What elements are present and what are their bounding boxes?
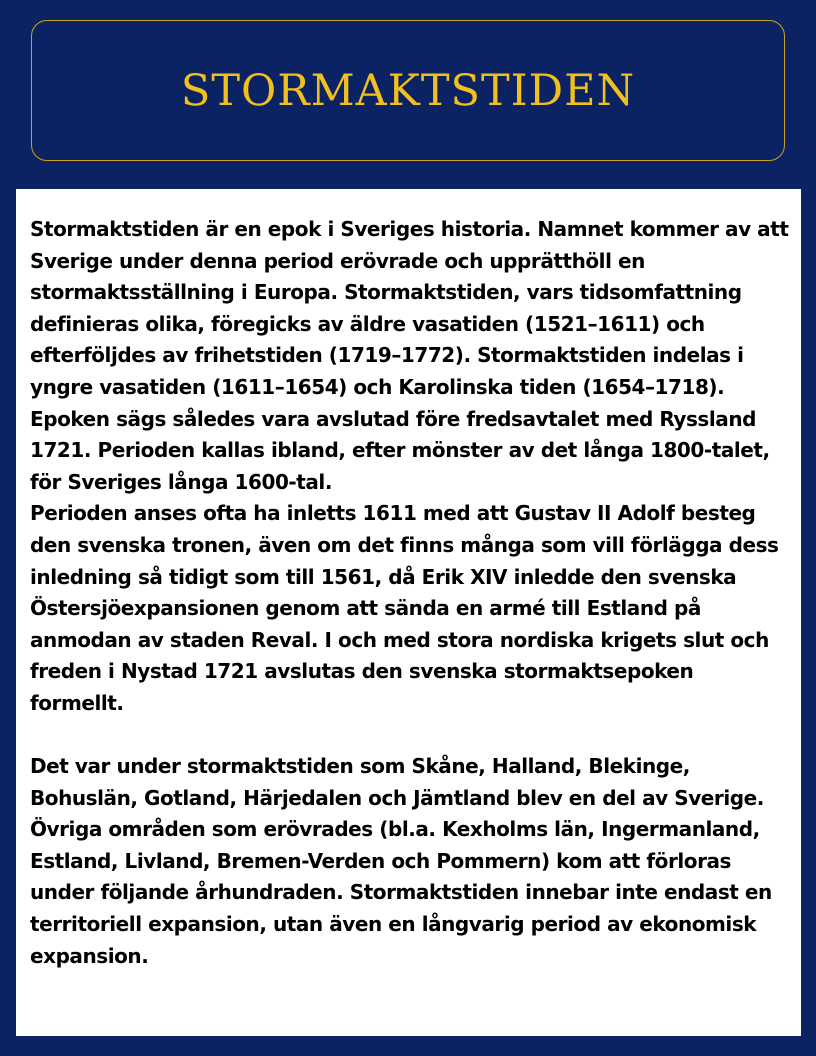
- paragraph-intro: Stormaktstiden är en epok i Sveriges historia. Namnet kommer av att Sverige under denna period erövrade och upprätthöll en stormaktsställning i Europa. Stormaktstiden, vars tidsomfattning definieras olika, föregicks av äldre vasatiden (1521–1611) och efterföljdes av frihetstiden (1719–1772). Stormaktstiden indelas i yngre vasatiden (1611–1654) och Karolinska tiden (1654–1718). Epoken sägs således vara avslutad före fredsavtalet med Ryssland 1721. Perioden kallas ibland, efter mönster av det långa 1800-talet, för Sveriges långa 1600-tal.: [30, 217, 789, 494]
- title-banner: [31, 20, 785, 161]
- paragraph-period: Perioden anses ofta ha inletts 1611 med att Gustav II Adolf besteg den svenska tronen, även om det finns många som vill förlägga dess inledning så tidigt som till 1561, då Erik XIV inledde den svenska Östersjöexpansionen genom att sända en armé till Estland på anmodan av staden Reval. I och med stora nordiska krigets slut och freden i Nystad 1721 avslutas den svenska stormaktsepoken formellt.: [30, 501, 779, 715]
- page-title: STORMAKTSTIDEN: [180, 65, 636, 116]
- paragraph-spacer: [30, 720, 791, 752]
- paragraph-territories: Det var under stormaktstiden som Skåne, Halland, Blekinge, Bohuslän, Gotland, Härjedalen och Jämtland blev en del av Sverige. Övriga områden som erövrades (bl.a. Kexholms län, Ingermanland, Estland, Livland, Bremen-Verden och Pommern) kom att förloras under följande århundraden. Stormaktstiden innebar inte endast en territoriell expansion, utan även en långvarig period av ekonomisk expansion.: [30, 754, 772, 968]
- text-panel: [16, 189, 801, 1036]
